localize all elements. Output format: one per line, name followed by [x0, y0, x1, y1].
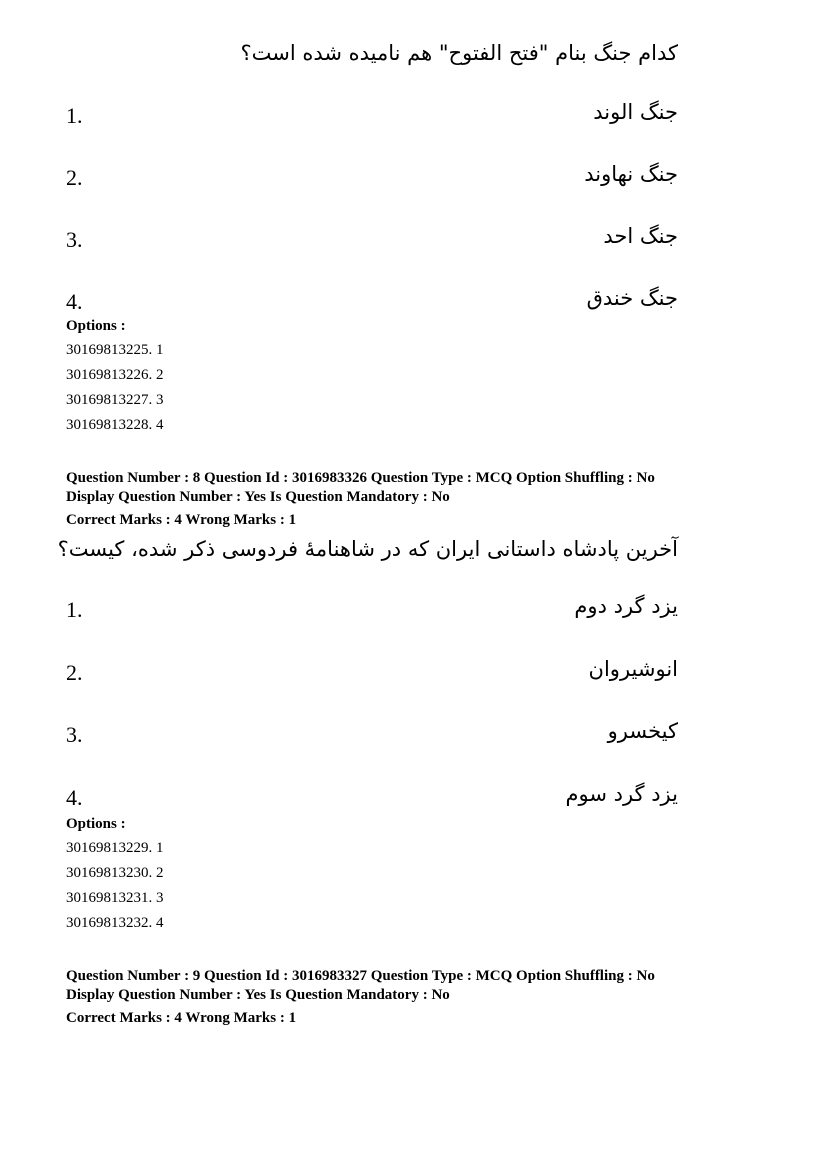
q7-option-2-text: جنگ نهاوند	[584, 162, 678, 186]
q9-meta-line-1: Question Number : 9 Question Id : 3016983327 Question Type : MCQ Option Shuffling : No	[66, 968, 655, 984]
q7-option-1-number: 1.	[66, 103, 83, 128]
q8-option-id-3: 30169813231. 3	[66, 890, 164, 906]
q8-meta-line-2: Display Question Number : Yes Is Question Mandatory : No	[66, 489, 450, 505]
q8-option-id-1: 30169813229. 1	[66, 840, 164, 856]
q7-option-id-3: 30169813227. 3	[66, 392, 164, 408]
q8-option-2-text: انوشیروان	[588, 657, 678, 681]
q7-option-3-number: 3.	[66, 227, 83, 252]
q8-option-4-number: 4.	[66, 785, 83, 810]
q7-question-text: کدام جنگ بنام "فتح الفتوح" هم نامیده شده است؟	[240, 41, 678, 65]
q8-option-3-text: کیخسرو	[607, 719, 678, 743]
q7-options-label: Options :	[66, 318, 126, 334]
q8-option-id-4: 30169813232. 4	[66, 915, 164, 931]
q7-option-2-number: 2.	[66, 165, 83, 190]
q7-option-id-4: 30169813228. 4	[66, 417, 164, 433]
q8-option-1-text: یزد گرد دوم	[574, 594, 678, 618]
q9-meta-line-3: Correct Marks : 4 Wrong Marks : 1	[66, 1010, 297, 1026]
q7-option-id-2: 30169813226. 2	[66, 367, 164, 383]
q8-option-3-number: 3.	[66, 722, 83, 747]
q7-option-1-text: جنگ الوند	[593, 100, 678, 124]
q7-option-3-text: جنگ احد	[603, 224, 678, 248]
q8-meta-line-1: Question Number : 8 Question Id : 3016983326 Question Type : MCQ Option Shuffling : No	[66, 470, 655, 486]
q9-meta-line-2: Display Question Number : Yes Is Question Mandatory : No	[66, 987, 450, 1003]
q7-option-4-number: 4.	[66, 289, 83, 314]
q8-question-text: آخرین پادشاه داستانی ایران که در شاهنامهٔ فردوسی ذکر شده، کیست؟	[57, 537, 678, 561]
q7-option-id-1: 30169813225. 1	[66, 342, 164, 358]
q8-option-4-text: یزد گرد سوم	[565, 782, 678, 806]
q8-meta-line-3: Correct Marks : 4 Wrong Marks : 1	[66, 512, 297, 528]
q8-option-1-number: 1.	[66, 597, 83, 622]
q7-option-4-text: جنگ خندق	[586, 286, 678, 310]
q8-option-2-number: 2.	[66, 660, 83, 685]
q8-options-label: Options :	[66, 816, 126, 832]
q8-option-id-2: 30169813230. 2	[66, 865, 164, 881]
